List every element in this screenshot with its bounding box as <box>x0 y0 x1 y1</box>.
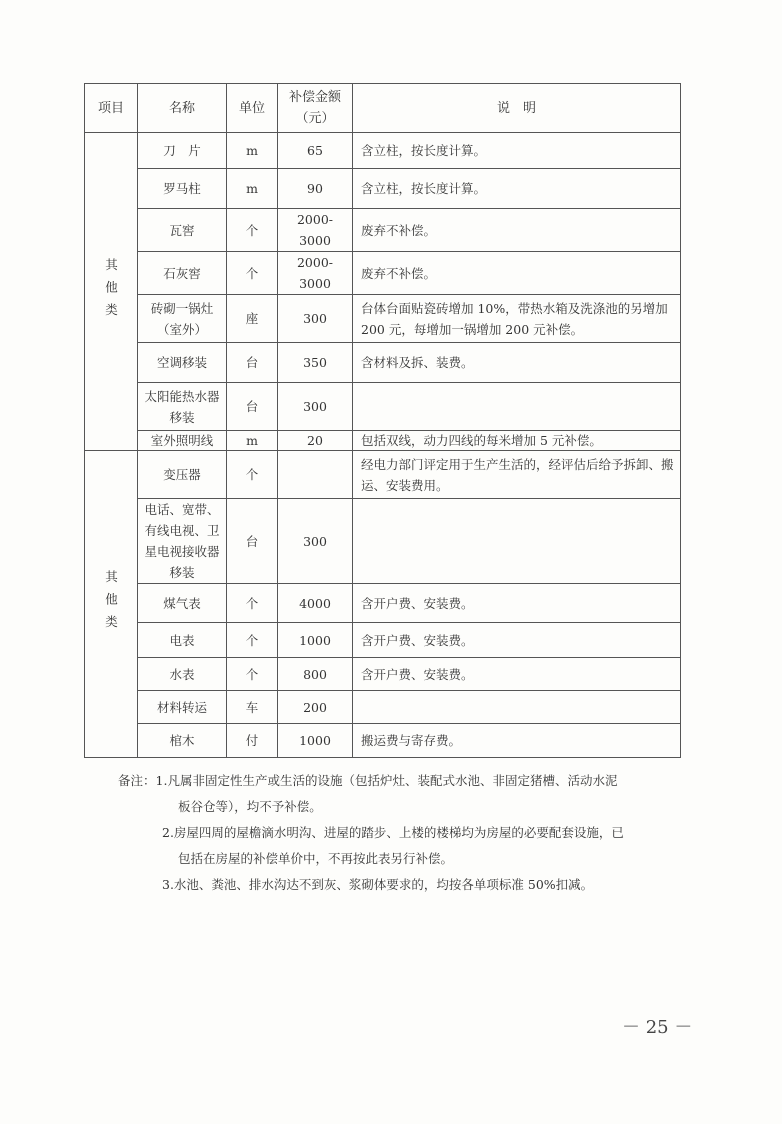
name-cell: 材料转运 <box>138 691 227 724</box>
description-cell: 废弃不补偿。 <box>353 209 681 252</box>
amount-cell: 300 <box>278 499 353 584</box>
name-cell: 变压器 <box>138 451 227 499</box>
table-row <box>85 343 681 383</box>
name-cell: 水表 <box>138 658 227 691</box>
table-row <box>85 431 681 451</box>
description-cell: 台体台面贴瓷砖增加 10%，带热水箱及洗涤池的另增加 200 元，每增加一锅增加 200 元补偿。 <box>353 295 681 343</box>
name-cell: 空调移装 <box>138 343 227 383</box>
name-cell: 棺木 <box>138 724 227 758</box>
note-2-cont: 包括在房屋的补偿单价中，不再按此表另行补偿。 <box>178 851 454 866</box>
amount-cell: 4000 <box>278 584 353 623</box>
name-cell: 石灰窖 <box>138 252 227 295</box>
unit-cell: 车 <box>227 691 278 724</box>
amount-cell: 1000 <box>278 724 353 758</box>
unit-cell: 个 <box>227 209 278 252</box>
table-row <box>85 724 681 758</box>
description-cell: 含立柱，按长度计算。 <box>353 169 681 209</box>
header-description: 说 明 <box>353 84 681 133</box>
unit-cell: m <box>227 169 278 209</box>
unit-cell: 个 <box>227 252 278 295</box>
header-item: 项目 <box>85 84 138 133</box>
description-cell: 含开户费、安装费。 <box>353 623 681 658</box>
description-cell: 经电力部门评定用于生产生活的，经评估后给予拆卸、搬运、安装费用。 <box>353 451 681 499</box>
name-cell: 刀 片 <box>138 133 227 169</box>
description-cell: 包括双线，动力四线的每米增加 5 元补偿。 <box>353 431 681 451</box>
amount-cell: 200 <box>278 691 353 724</box>
table-row <box>85 623 681 658</box>
notes-label: 备注： <box>118 773 156 788</box>
description-cell <box>353 499 681 584</box>
compensation-table <box>84 83 681 758</box>
table-row <box>85 499 681 584</box>
page-number: － 25 － <box>622 1017 693 1038</box>
amount-cell: 300 <box>278 383 353 431</box>
amount-cell: 2000-3000 <box>278 252 353 295</box>
amount-cell: 350 <box>278 343 353 383</box>
unit-cell: 台 <box>227 383 278 431</box>
category-cell: 其他类 <box>85 133 138 451</box>
note-1-cont: 板谷仓等），均不予补偿。 <box>178 799 322 814</box>
amount-cell <box>278 451 353 499</box>
category-cell: 其他类 <box>85 451 138 758</box>
table-row <box>85 133 681 169</box>
description-cell: 含开户费、安装费。 <box>353 584 681 623</box>
description-cell: 含开户费、安装费。 <box>353 658 681 691</box>
description-cell: 含材料及拆、装费。 <box>353 343 681 383</box>
description-cell: 搬运费与寄存费。 <box>353 724 681 758</box>
amount-cell: 800 <box>278 658 353 691</box>
amount-cell: 300 <box>278 295 353 343</box>
notes <box>118 768 624 898</box>
amount-cell: 20 <box>278 431 353 451</box>
table-row <box>85 584 681 623</box>
unit-cell: 付 <box>227 724 278 758</box>
unit-cell: 个 <box>227 658 278 691</box>
unit-cell: m <box>227 431 278 451</box>
name-cell: 瓦窖 <box>138 209 227 252</box>
unit-cell: 个 <box>227 623 278 658</box>
table-row <box>85 169 681 209</box>
table-row <box>85 383 681 431</box>
unit-cell: 个 <box>227 584 278 623</box>
amount-cell: 90 <box>278 169 353 209</box>
table-row <box>85 209 681 252</box>
unit-cell: 个 <box>227 451 278 499</box>
name-cell: 电表 <box>138 623 227 658</box>
table-row <box>85 451 681 499</box>
description-cell: 含立柱，按长度计算。 <box>353 133 681 169</box>
table-row <box>85 658 681 691</box>
unit-cell: 台 <box>227 343 278 383</box>
table-row <box>85 691 681 724</box>
name-cell: 电话、宽带、有线电视、卫星电视接收器移装 <box>138 499 227 584</box>
header-amount: 补偿金额（元） <box>278 84 353 133</box>
header-name: 名称 <box>138 84 227 133</box>
amount-cell: 2000-3000 <box>278 209 353 252</box>
unit-cell: m <box>227 133 278 169</box>
note-3: 3.水池、粪池、排水沟达不到灰、浆砌体要求的，均按各单项标准 50%扣减。 <box>162 877 594 892</box>
header-unit: 单位 <box>227 84 278 133</box>
amount-cell: 1000 <box>278 623 353 658</box>
unit-cell: 台 <box>227 499 278 584</box>
name-cell: 罗马柱 <box>138 169 227 209</box>
name-cell: 砖砌一锅灶（室外） <box>138 295 227 343</box>
description-cell <box>353 691 681 724</box>
amount-cell: 65 <box>278 133 353 169</box>
note-2: 2.房屋四周的屋檐滴水明沟、进屋的踏步、上楼的楼梯均为房屋的必要配套设施，已 <box>162 825 624 840</box>
unit-cell: 座 <box>227 295 278 343</box>
name-cell: 太阳能热水器移装 <box>138 383 227 431</box>
description-cell: 废弃不补偿。 <box>353 252 681 295</box>
table-row <box>85 252 681 295</box>
description-cell <box>353 383 681 431</box>
name-cell: 室外照明线 <box>138 431 227 451</box>
note-1: 1.凡属非固定性生产或生活的设施（包括炉灶、装配式水池、非固定猪槽、活动水泥 <box>155 773 618 788</box>
table-header-row <box>85 84 681 133</box>
table-body <box>85 133 681 758</box>
table-row <box>85 295 681 343</box>
name-cell: 煤气表 <box>138 584 227 623</box>
